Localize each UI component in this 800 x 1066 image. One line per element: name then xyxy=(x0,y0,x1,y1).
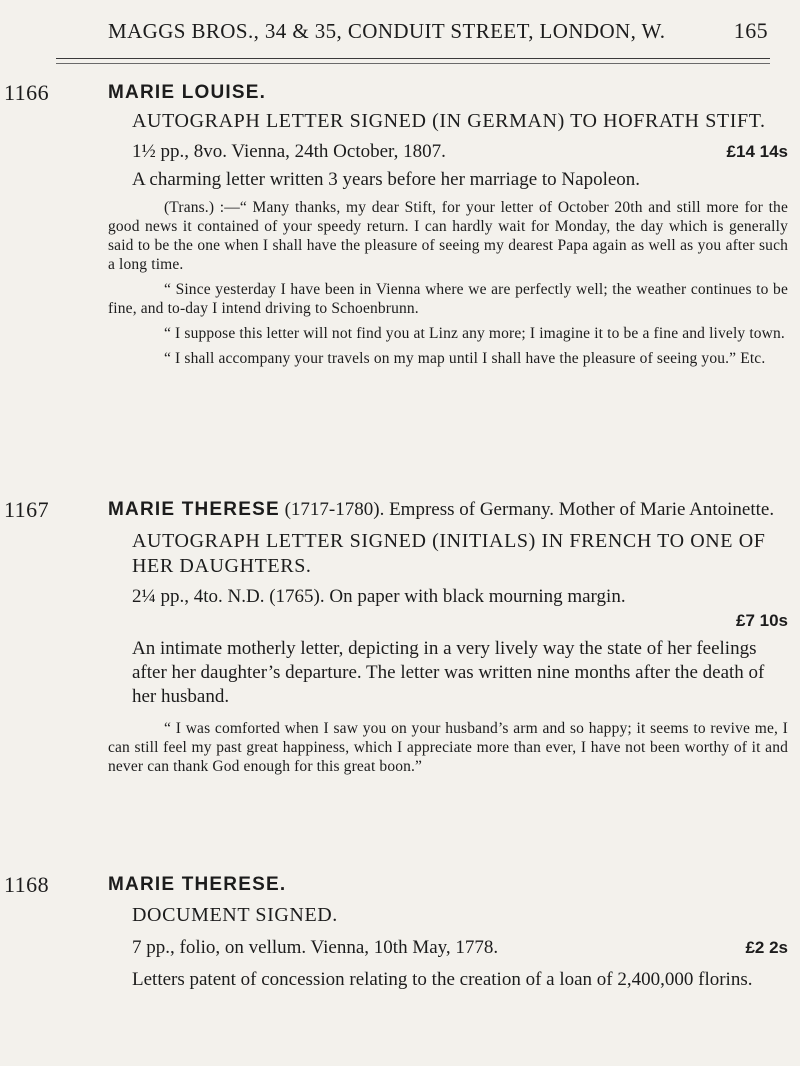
running-title: MAGGS BROS., 34 & 35, CONDUIT STREET, LONDON, W. xyxy=(108,19,666,43)
lot-detail-row xyxy=(132,936,788,960)
lot-title: AUTOGRAPH LETTER SIGNED (INITIALS) IN FRENCH TO ONE OF HER DAUGHTERS. xyxy=(132,530,766,577)
running-header xyxy=(108,18,768,52)
lot-quotes xyxy=(108,719,788,776)
lot-description: A charming letter written 3 years before her marriage to Napoleon. xyxy=(132,169,641,190)
lot-detail: 2¼ pp., 4to. N.D. (1765). On paper with black mourning margin. xyxy=(132,586,626,607)
lot-title: AUTOGRAPH LETTER SIGNED (IN GERMAN) TO HOFRATH STIFT. xyxy=(132,110,766,132)
page-number: 165 xyxy=(733,18,768,43)
header-rule xyxy=(56,58,770,59)
lot-quotes xyxy=(108,198,788,368)
quote-paragraph: “ Since yesterday I have been in Vienna where we are perfectly well; the weather continues to be fine, and to-day I intend driving to Schoenbrunn. xyxy=(108,281,788,317)
header-rule-secondary xyxy=(56,63,770,64)
lot-heading xyxy=(108,872,788,897)
lot-name: MARIE THERESE. xyxy=(108,874,287,895)
quote-paragraph: (Trans.) :—“ Many thanks, my dear Stift, for your letter of October 20th and still more for the good news it contained of your speedy return. I can hardly wait for Monday, the day which is generally said to be the one when I shall have the pleasure of seeing my dearest Papa again as well as you after such a long time. xyxy=(108,199,788,273)
lot-title: DOCUMENT SIGNED. xyxy=(132,904,338,926)
lot-description: Letters patent of concession relating to the creation of a loan of 2,400,000 florins. xyxy=(132,969,753,990)
lot-price: £2 2s xyxy=(745,938,788,957)
lot-number: 1166 xyxy=(4,80,50,105)
lot-name-rest: (1717-1780). Empress of Germany. Mother of Marie Antoinette. xyxy=(284,499,775,520)
quote-paragraph: “ I was comforted when I saw you on your husband’s arm and so happy; it seems to revive me, I can still feel my past great happiness, which I appreciate more than ever, I have not been worthy of it and never can thank God enough for this great boon.” xyxy=(108,720,788,775)
quote-paragraph: “ I shall accompany your travels on my map until I shall have the pleasure of seeing you.” Etc. xyxy=(164,350,766,367)
lot-number: 1168 xyxy=(4,872,50,897)
quote-paragraph: “ I suppose this letter will not find you at Linz any more; I imagine it to be a fine and lively town. xyxy=(164,325,785,342)
lot-detail: 1½ pp., 8vo. Vienna, 24th October, 1807. xyxy=(132,141,446,162)
lot-heading xyxy=(108,497,788,523)
lot-name: MARIE LOUISE. xyxy=(108,82,267,103)
lot-detail: 7 pp., folio, on vellum. Vienna, 10th May, 1778. xyxy=(132,937,499,958)
lot-name: MARIE THERESE xyxy=(108,499,280,520)
lot-price: £14 14s xyxy=(726,142,788,161)
lot-number: 1167 xyxy=(4,497,50,522)
lot-detail-row xyxy=(132,140,788,164)
lot-description: An intimate motherly letter, depicting in a very lively way the state of her feelings after her daughter’s departure. The letter was written nine months after the death of her husband. xyxy=(132,638,765,707)
lot-detail-row xyxy=(132,585,788,609)
lot-heading xyxy=(108,80,788,105)
lot-price: £7 10s xyxy=(736,611,788,630)
